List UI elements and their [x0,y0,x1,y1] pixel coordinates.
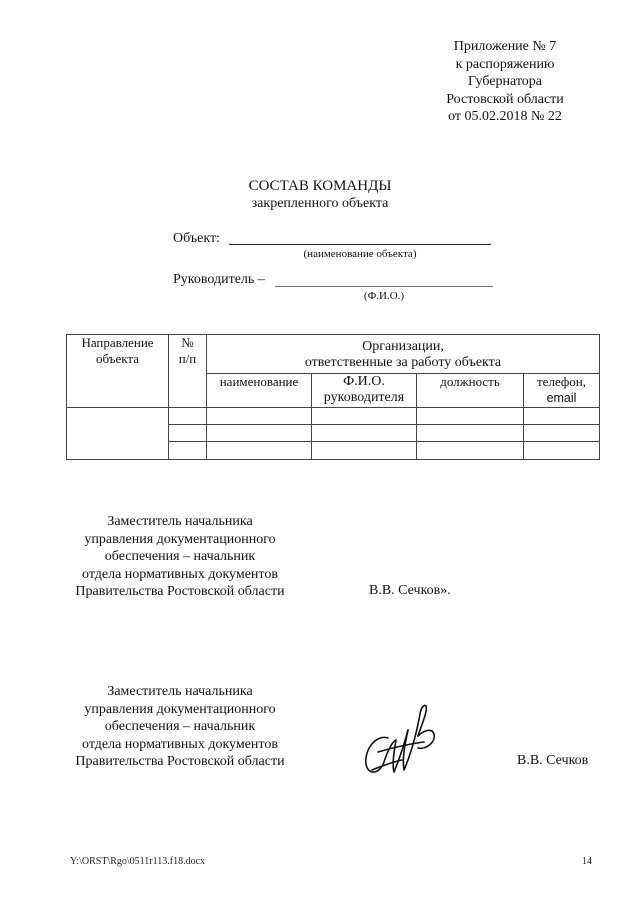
table-cell [169,442,207,460]
table-cell [312,408,417,425]
handwritten-signature [358,700,448,782]
leader-line [275,286,493,287]
table-cell [207,442,312,460]
table-header-row [67,335,600,374]
sub-name-header: наименование [207,374,312,408]
file-path: Y:\ORST\Rgo\0511r113.f18.docx [70,856,206,867]
table-cell [524,442,600,460]
sub-phone-header: телефон, email [524,374,600,408]
table-cell [417,425,524,442]
col-direction-header: Направление объекта [67,335,169,408]
sub-position-header: должность [417,374,524,408]
signatory-title-1: Заместитель начальника управления документационного обеспечения – начальник отдела нормативных документов Правительства Ростовской области [75,514,285,599]
appendix-line: к распоряжению [455,56,555,72]
signatory-name-1: В.В. Сечков». [369,583,451,598]
table-cell [207,425,312,442]
appendix-line: от 05.02.2018 № 22 [448,109,562,124]
object-label: Объект: [173,231,220,246]
table-cell [417,442,524,460]
table-cell [312,442,417,460]
table-row [67,408,600,425]
appendix-line: Ростовской области [446,91,564,107]
table-cell [524,408,600,425]
col-orgs-header: Организации, ответственные за работу объекта [207,335,600,374]
document-title: СОСТАВ КОМАНДЫ [248,178,392,194]
table-cell [417,408,524,425]
table-cell [169,408,207,425]
table-cell [67,408,169,460]
leader-label: Руководитель – [173,272,265,287]
signatory-name-2: В.В. Сечков [517,753,589,768]
col-number-header: № п/п [169,335,207,408]
table-cell [169,425,207,442]
document-subtitle: закрепленного объекта [251,196,389,211]
table-cell [312,425,417,442]
object-line [229,244,491,245]
leader-hint: (Ф.И.О.) [363,290,405,302]
appendix-header [420,38,590,126]
table-cell [524,425,600,442]
sub-fio-header: Ф.И.О. руководителя [312,374,417,408]
signatory-title-2: Заместитель начальника управления документационного обеспечения – начальник отдела нормативных документов Правительства Ростовской области [75,684,285,769]
page-number: 14 [582,856,592,867]
team-table [66,334,600,460]
table-cell [207,408,312,425]
object-hint: (наименование объекта) [303,248,417,260]
appendix-line: Приложение № 7 [453,39,557,54]
appendix-line: Губернатора [467,74,543,89]
